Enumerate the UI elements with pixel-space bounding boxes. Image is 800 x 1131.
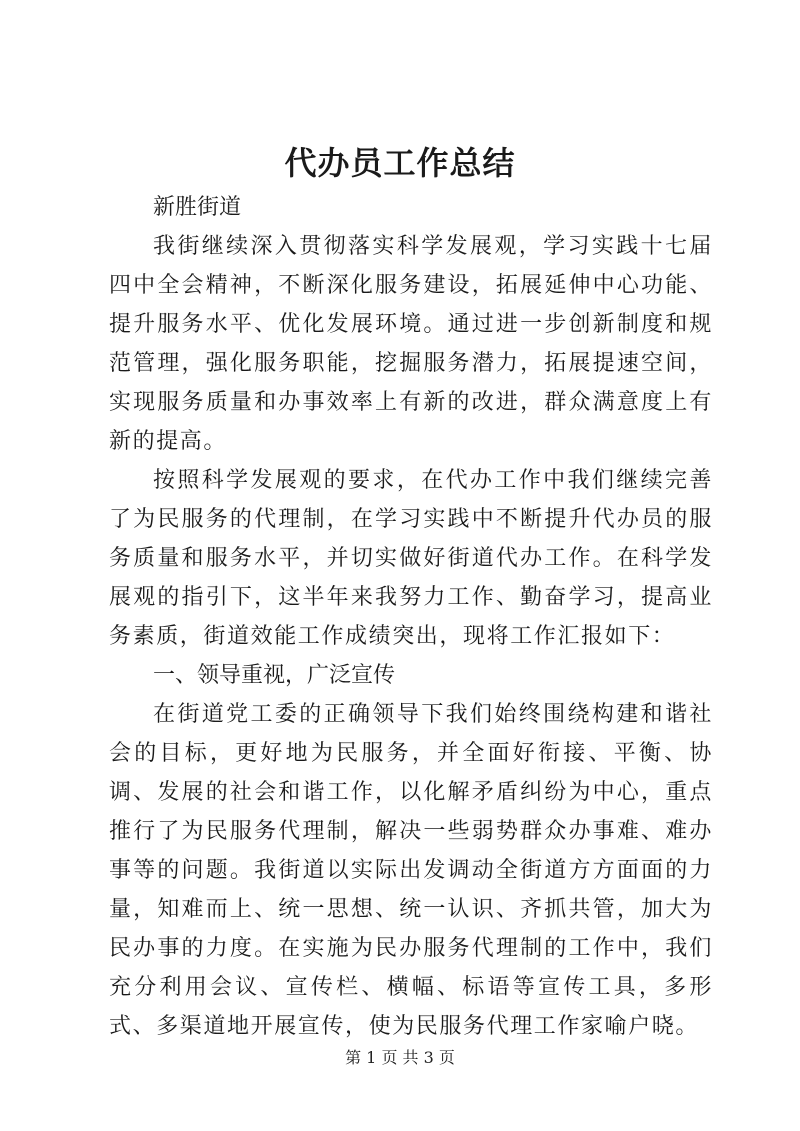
paragraph-intro: 我街继续深入贯彻落实科学发展观，学习实践十七届四中全会精神，不断深化服务建设，拓展延伸中心功能、提升服务水平、优化发展环境。通过进一步创新制度和规范管理，强化服务职能，挖掘服务潜力，拓展提速空间，实现服务质量和办事效率上有新的改进，群众满意度上有新的提高。 bbox=[109, 234, 713, 454]
section-heading: 一、领导重视，广泛宣传 bbox=[153, 663, 396, 688]
author-line: 新胜街道 bbox=[153, 195, 242, 220]
paragraph-requirements: 按照科学发展观的要求，在代办工作中我们继续完善了为民服务的代理制，在学习实践中不断提升代办员的服务质量和服务水平，并切实做好街道代办工作。在科学发展观的指引下，这半年来我努力工作、勤奋学习，提高业务素质，街道效能工作成绩突出，现将工作汇报如下： bbox=[109, 468, 713, 649]
paragraph-section-1: 在街道党工委的正确领导下我们始终围绕构建和谐社会的目标，更好地为民服务，并全面好衔接、平衡、协调、发展的社会和谐工作，以化解矛盾纠纷为中心，重点推行了为民服务代理制，解决一些弱势群众办事难、难办事等的问题。我街道以实际出发调动全街道方方面面的力量，知难而上、统一思想、统一认识、齐抓共管，加大为民办事的力度。在实施为民办服务代理制的工作中，我们充分利用会议、宣传栏、横幅、标语等宣传工具，多形式、多渠道地开展宣传，使为民服务代理工作家喻户晓。 bbox=[109, 702, 713, 1039]
document-title: 代办员工作总结 bbox=[284, 144, 516, 182]
document-body bbox=[109, 188, 713, 1046]
page-footer: 第 1 页 共 3 页 bbox=[345, 1048, 455, 1067]
